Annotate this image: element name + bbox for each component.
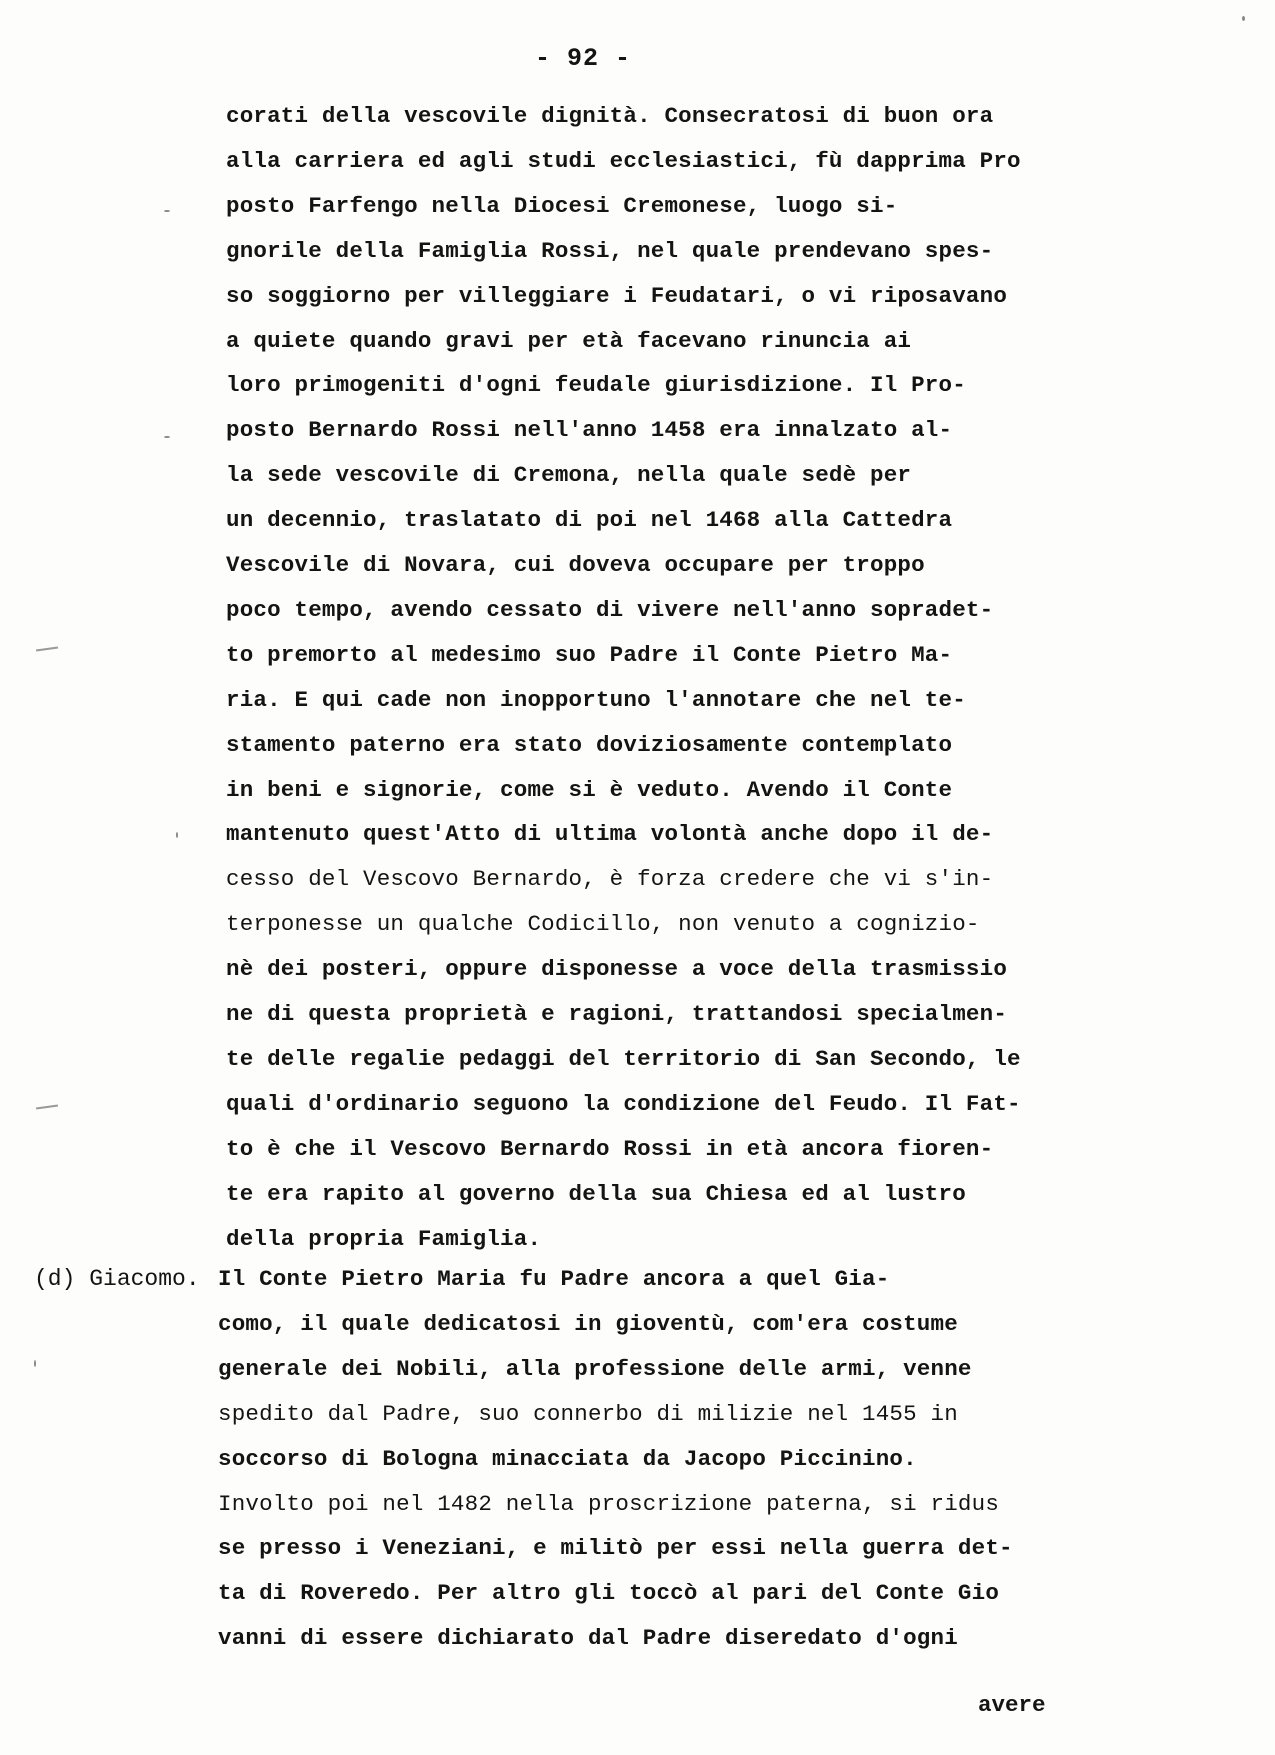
text-line: alla carriera ed agli studi ecclesiastici, fù dapprima Pro [226, 147, 1021, 174]
text-line: stamento paterno era stato doviziosamente contemplato [226, 731, 953, 758]
margin-note-giacomo: (d) Giacomo. [34, 1266, 200, 1292]
text-line: quali d'ordinario seguono la condizione del Feudo. Il Fat- [226, 1090, 1021, 1117]
text-line: poco tempo, avendo cessato di vivere nell'anno sopradet- [226, 596, 994, 623]
text-line: Involto poi nel 1482 nella proscrizione paterna, si ridus [218, 1490, 1000, 1517]
text-line: to è che il Vescovo Bernardo Rossi in età ancora fioren- [226, 1135, 994, 1162]
scan-speck [164, 210, 170, 212]
scan-mark [36, 1104, 58, 1109]
text-line: te era rapito al governo della sua Chiesa ed al lustro [226, 1180, 966, 1207]
text-line: corati della vescovile dignità. Consecratosi di buon ora [226, 103, 994, 129]
text-line: posto Farfengo nella Diocesi Cremonese, luogo si- [226, 192, 898, 219]
text-line: loro primogeniti d'ogni feudale giurisdizione. Il Pro- [226, 372, 966, 399]
text-line: in beni e signorie, come si è veduto. Avendo il Conte [226, 776, 953, 803]
text-line: nè dei posteri, oppure disponesse a voce della trasmissio [226, 956, 1008, 983]
text-line: a quiete quando gravi per età facevano rinuncia ai [226, 327, 912, 354]
text-line: un decennio, traslatato di poi nel 1468 alla Cattedra [226, 507, 953, 534]
text-line: to premorto al medesimo suo Padre il Conte Pietro Ma- [226, 641, 953, 668]
text-line: como, il quale dedicatosi in gioventù, com'era costume [218, 1310, 958, 1337]
catchword: avere [978, 1692, 1046, 1718]
text-line: gnorile della Famiglia Rossi, nel quale prendevano spes- [226, 237, 994, 264]
text-line: ne di questa proprietà e ragioni, trattandosi specialmen- [226, 1001, 1008, 1027]
text-line: soccorso di Bologna minacciata da Jacopo Piccinino. [218, 1445, 917, 1472]
text-line: la sede vescovile di Cremona, nella quale sedè per [226, 462, 912, 489]
text-line: della propria Famiglia. [226, 1225, 542, 1252]
text-line: terponesse un qualche Codicillo, non venuto a cognizio- [226, 911, 980, 938]
scan-speck [1242, 16, 1245, 21]
text-line: spedito dal Padre, suo connerbo di milizie nel 1455 in [218, 1400, 958, 1427]
text-line: posto Bernardo Rossi nell'anno 1458 era innalzato al- [226, 417, 953, 444]
scan-mark [36, 646, 58, 651]
text-line: mantenuto quest'Atto di ultima volontà anche dopo il de- [226, 821, 994, 848]
text-line: te delle regalie pedaggi del territorio di San Secondo, le [226, 1045, 1021, 1072]
text-line: cesso del Vescovo Bernardo, è forza credere che vi s'in- [226, 866, 994, 893]
text-line: ta di Roveredo. Per altro gli toccò al pari del Conte Gio [218, 1580, 1000, 1607]
page-number: - 92 - [535, 44, 632, 73]
text-line: vanni di essere dichiarato dal Padre diseredato d'ogni [218, 1625, 958, 1652]
text-line: generale dei Nobili, alla professione delle armi, venne [218, 1355, 972, 1382]
scan-speck [34, 1360, 36, 1367]
scan-speck [176, 832, 178, 838]
scan-speck [164, 436, 170, 438]
text-line: so soggiorno per villeggiare i Feudatari, o vi riposavano [226, 282, 1008, 309]
text-line: Il Conte Pietro Maria fu Padre ancora a quel Gia- [218, 1266, 890, 1292]
text-line: ria. E qui cade non inopportuno l'annotare che nel te- [226, 686, 966, 713]
text-line: Vescovile di Novara, cui doveva occupare per troppo [226, 552, 925, 578]
text-line: se presso i Veneziani, e militò per essi nella guerra det- [218, 1535, 1013, 1562]
